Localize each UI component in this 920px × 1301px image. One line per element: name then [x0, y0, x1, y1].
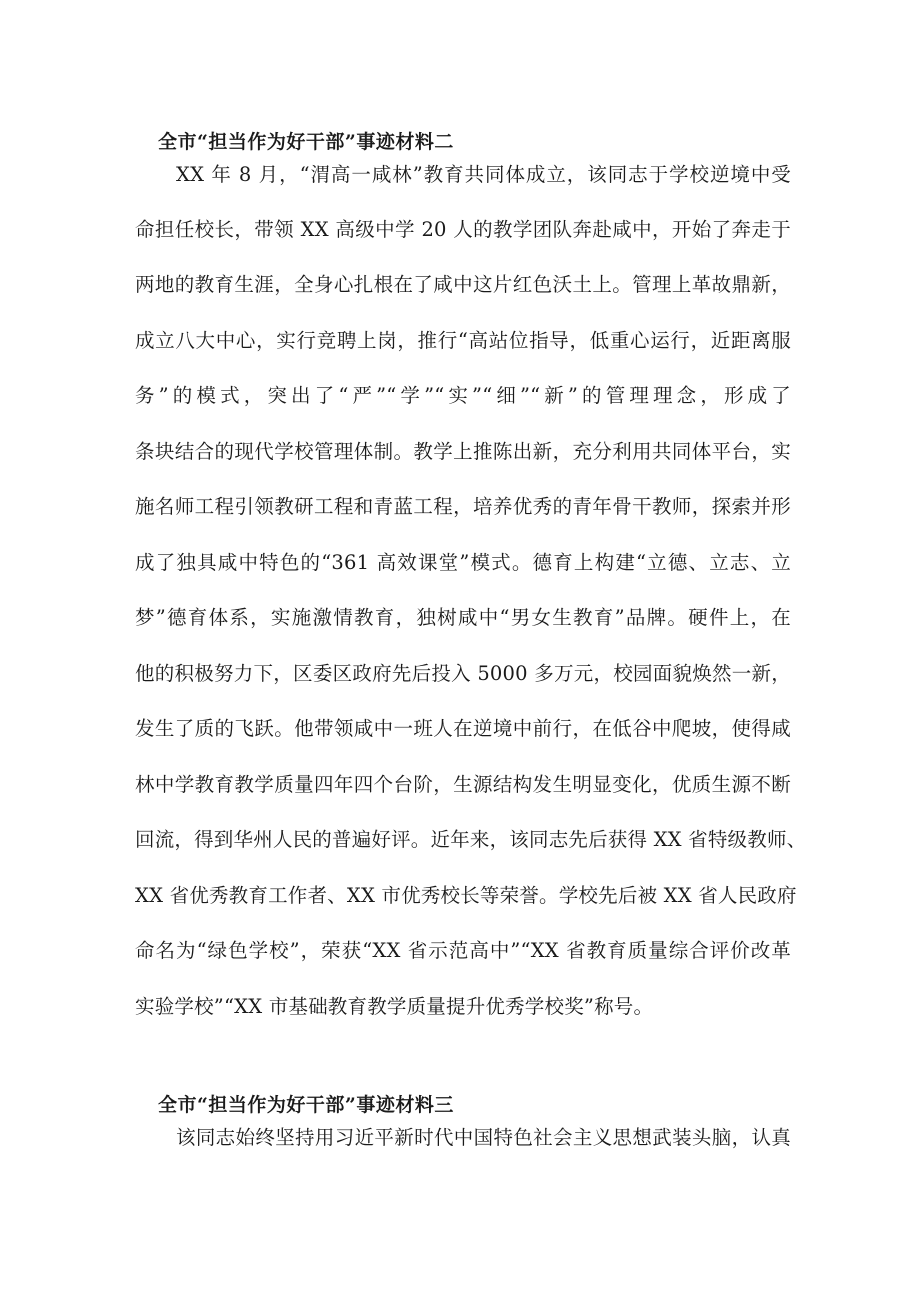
- paragraph-line: 该同志始终坚持用习近平新时代中国特色社会主义思想武装头脑，认真: [176, 1126, 791, 1149]
- paragraph-line: 发生了质的飞跃。他带领咸中一班人在逆境中前行，在低谷中爬坡，使得咸: [135, 717, 791, 740]
- paragraph-line: 实验学校”“XX 市基础教育教学质量提升优秀学校奖”称号。: [135, 995, 654, 1018]
- paragraph-line: 成了独具咸中特色的“361 高效课堂”模式。德育上构建“立德、立志、立: [135, 551, 791, 574]
- paragraph-line: XX 省优秀教育工作者、XX 市优秀校长等荣誉。学校先后被 XX 省人民政府: [135, 884, 797, 907]
- paragraph-line: 命名为“绿色学校”，荣获“XX 省示范高中”“XX 省教育质量综合评价改革: [135, 939, 791, 962]
- paragraph-line: 两地的教育生涯，全身心扎根在了咸中这片红色沃土上。管理上革故鼎新，: [135, 273, 791, 296]
- paragraph-line: 林中学教育教学质量四年四个台阶，生源结构发生明显变化，优质生源不断: [135, 773, 791, 796]
- paragraph-line: XX 年 8 月，“渭高一咸林”教育共同体成立，该同志于学校逆境中受: [176, 163, 791, 186]
- paragraph-line: 回流，得到华州人民的普遍好评。近年来，该同志先后获得 XX 省特级教师、: [135, 828, 807, 851]
- paragraph-line: 梦”德育体系，实施激情教育，独树咸中“男女生教育”品牌。硬件上，在: [135, 606, 791, 629]
- section-heading-3: 全市“担当作为好干部”事迹材料三: [158, 1094, 454, 1116]
- paragraph-line: 命担任校长，带领 XX 高级中学 20 人的教学团队奔赴咸中，开始了奔走于: [135, 218, 791, 241]
- paragraph-line: 他的积极努力下，区委区政府先后投入 5000 多万元，校园面貌焕然一新，: [135, 662, 791, 685]
- section-heading-2: 全市“担当作为好干部”事迹材料二: [158, 131, 454, 153]
- paragraph-line: 成立八大中心，实行竞聘上岗，推行“高站位指导，低重心运行，近距离服: [135, 329, 791, 352]
- paragraph-line: 施名师工程引领教研工程和青蓝工程，培养优秀的青年骨干教师，探索并形: [135, 495, 791, 518]
- paragraph-line: 务”的模式，突出了“严”“学”“实”“细”“新”的管理理念，形成了: [135, 384, 791, 407]
- paragraph-line: 条块结合的现代学校管理体制。教学上推陈出新，充分利用共同体平台，实: [135, 440, 791, 463]
